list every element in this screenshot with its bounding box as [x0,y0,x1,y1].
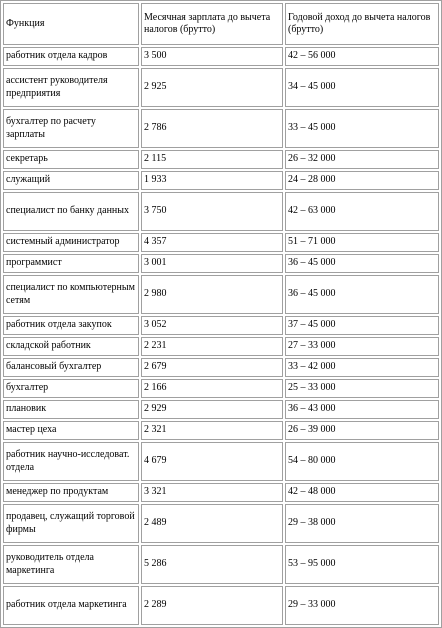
function-cell: ассистент руководителя предприятия [3,68,139,107]
monthly-cell: 3 052 [141,316,283,335]
header-annual-income: Годовой доход до вычета налогов (брутто) [285,3,439,45]
annual-cell: 36 – 45 000 [285,275,439,314]
monthly-cell: 3 750 [141,192,283,231]
annual-cell: 53 – 95 000 [285,545,439,584]
function-cell: системный администратор [3,233,139,252]
table-row [3,316,439,335]
annual-cell: 26 – 32 000 [285,150,439,169]
annual-cell: 42 – 56 000 [285,47,439,66]
function-cell: специалист по банку данных [3,192,139,231]
monthly-cell: 3 321 [141,483,283,502]
table-row [3,254,439,273]
monthly-cell: 2 115 [141,150,283,169]
function-cell: работник отдела закупок [3,316,139,335]
table-row [3,421,439,440]
table-row [3,171,439,190]
annual-cell: 37 – 45 000 [285,316,439,335]
function-cell: бухгалтер по расчету зарплаты [3,109,139,148]
monthly-cell: 2 925 [141,68,283,107]
annual-cell: 51 – 71 000 [285,233,439,252]
monthly-cell: 1 933 [141,171,283,190]
table-row [3,442,439,481]
monthly-cell: 5 286 [141,545,283,584]
monthly-cell: 2 321 [141,421,283,440]
table-header-row [3,3,439,45]
table-row [3,337,439,356]
table-row [3,233,439,252]
annual-cell: 25 – 33 000 [285,379,439,398]
function-cell: работник научно-исследоват. отдела [3,442,139,481]
function-cell: руководитель отдела маркетинга [3,545,139,584]
function-cell: складской работник [3,337,139,356]
monthly-cell: 2 980 [141,275,283,314]
monthly-cell: 4 357 [141,233,283,252]
function-cell: специалист по компьютерным сетям [3,275,139,314]
table-row [3,47,439,66]
function-cell: секретарь [3,150,139,169]
monthly-cell: 2 929 [141,400,283,419]
annual-cell: 42 – 63 000 [285,192,439,231]
annual-cell: 36 – 45 000 [285,254,439,273]
monthly-cell: 2 166 [141,379,283,398]
monthly-cell: 2 489 [141,504,283,543]
table-row [3,483,439,502]
table-row [3,192,439,231]
annual-cell: 26 – 39 000 [285,421,439,440]
function-cell: балансовый бухгалтер [3,358,139,377]
annual-cell: 42 – 48 000 [285,483,439,502]
annual-cell: 54 – 80 000 [285,442,439,481]
table-row [3,109,439,148]
monthly-cell: 3 001 [141,254,283,273]
table-row [3,545,439,584]
table-row [3,68,439,107]
function-cell: работник отдела маркетинга [3,586,139,625]
table-row [3,150,439,169]
annual-cell: 34 – 45 000 [285,68,439,107]
annual-cell: 29 – 33 000 [285,586,439,625]
function-cell: плановик [3,400,139,419]
annual-cell: 33 – 42 000 [285,358,439,377]
function-cell: служащий [3,171,139,190]
header-monthly-salary: Месячная зарплата до вычета налогов (брутто) [141,3,283,45]
function-cell: менеджер по продуктам [3,483,139,502]
annual-cell: 29 – 38 000 [285,504,439,543]
monthly-cell: 2 289 [141,586,283,625]
monthly-cell: 2 679 [141,358,283,377]
monthly-cell: 3 500 [141,47,283,66]
function-cell: программист [3,254,139,273]
monthly-cell: 2 786 [141,109,283,148]
annual-cell: 24 – 28 000 [285,171,439,190]
table-row [3,275,439,314]
monthly-cell: 4 679 [141,442,283,481]
table-row [3,379,439,398]
table-row [3,586,439,625]
annual-cell: 33 – 45 000 [285,109,439,148]
table-row [3,400,439,419]
table-row [3,358,439,377]
monthly-cell: 2 231 [141,337,283,356]
annual-cell: 27 – 33 000 [285,337,439,356]
header-function: Функция [3,3,139,45]
annual-cell: 36 – 43 000 [285,400,439,419]
table-row [3,504,439,543]
function-cell: бухгалтер [3,379,139,398]
function-cell: работник отдела кадров [3,47,139,66]
function-cell: продавец, служащий торговой фирмы [3,504,139,543]
function-cell: мастер цеха [3,421,139,440]
